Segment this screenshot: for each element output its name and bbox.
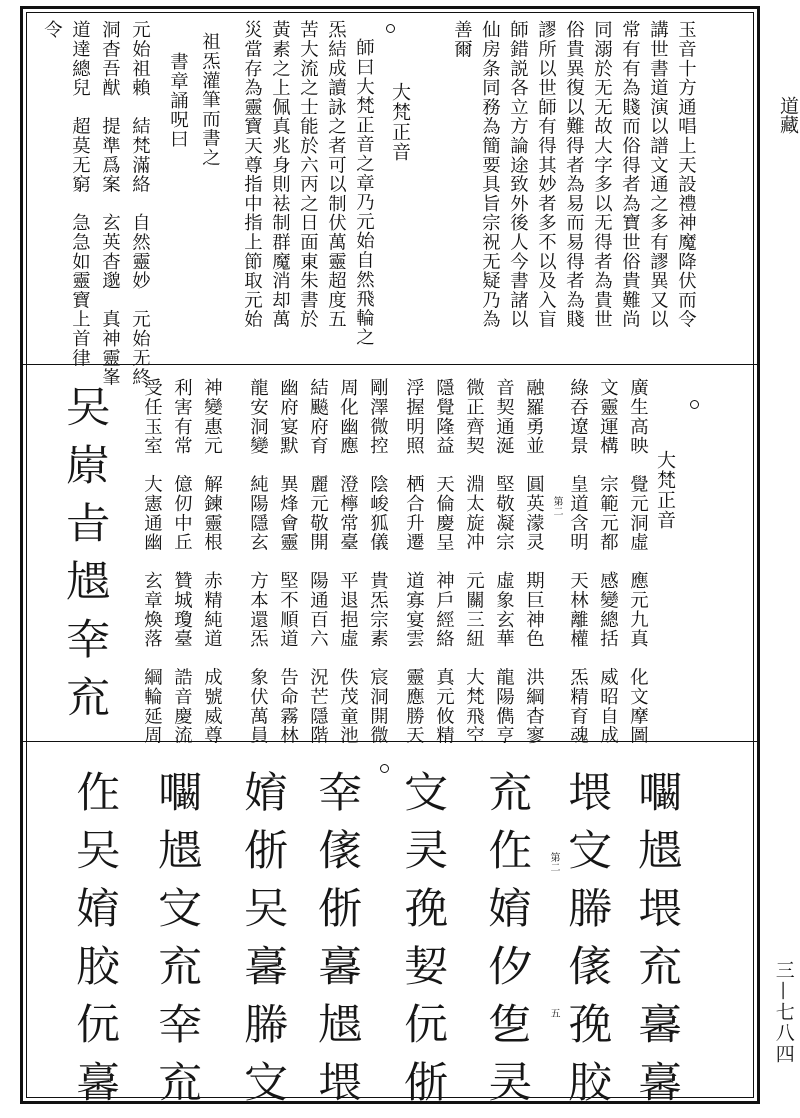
seal-script-column: 㘚㞇㙗㐬㐯㐯 bbox=[631, 770, 684, 1118]
text-column: 剛澤微控 陰峻狐儀 貴炁宗素 宸洞開微 bbox=[367, 378, 389, 745]
seal-script-column: 㛩㑜㕦㐯㬺㝊 bbox=[237, 770, 290, 1118]
text-column: 音契通涎 堅敬凝宗 虛象玄華 龍陽儁亨 bbox=[493, 378, 515, 745]
text-column: 文靈運構 宗範元都 感變總括 威昭自成 bbox=[597, 378, 619, 745]
text-column: 融羅勇並 圓英濛灵 期巨神色 洪綱杳寥 bbox=[523, 378, 545, 745]
text-column: 祖炁灌筆而書之 bbox=[199, 32, 221, 168]
section-mark-circle bbox=[380, 764, 389, 773]
text-column: 俗貴異復以難得者為易而易得者為賤 bbox=[563, 20, 585, 329]
seal-script-column: 㙗㝊㬺㒅㝃㬵 bbox=[561, 770, 614, 1118]
text-column: 師錯説各立方論途致外後人今書諸以 bbox=[507, 20, 529, 329]
text-column: 隱覺隆益 天倫慶呈 神戶經絡 真元攸精 bbox=[433, 378, 455, 745]
seal-script-column: 㕦㟶㫖㞇㚔㐬 bbox=[59, 385, 112, 733]
text-column: 仙房条同務為簡要具旨宗祝无疑乃為 bbox=[479, 20, 501, 329]
section-mark-circle bbox=[386, 24, 395, 33]
text-column: 受任玉室 大憲通幽 玄章煥落 綱輪延周 bbox=[141, 378, 163, 745]
text-column: 洞杳吾猷 提準爲案 玄英杳邈 真神靈峯 bbox=[99, 20, 121, 387]
section-marker: 第二 bbox=[548, 852, 559, 872]
folio-number: 三—七八四 bbox=[772, 960, 795, 1065]
book-title-label: 道藏 bbox=[777, 96, 799, 134]
text-column: 元始祖賴 結梵滿絡 自然靈妙 元始无終 bbox=[129, 20, 151, 387]
text-column: 浮握明照 栖合升遷 道寡宴雲 靈應勝天 bbox=[403, 378, 425, 745]
section-divider-lower bbox=[20, 741, 760, 742]
text-column: 苦大流之士能於六丙之日面東朱書於 bbox=[297, 20, 319, 329]
text-column: 書章誦呪曰 bbox=[167, 52, 189, 149]
seal-script-column: 㘚㞇㝊㐬㚔㐬 bbox=[151, 770, 204, 1118]
text-column: 炁結成讀詠之者可以制伏萬靈超度五 bbox=[325, 20, 347, 329]
text-column: 廣生高映 覺元洞虛 應元九真 化文摩圖 bbox=[627, 378, 649, 745]
text-column: 神變惠元 解鍊靈根 赤精純道 成號威尊 bbox=[201, 378, 223, 745]
page-marker: 五 bbox=[548, 1008, 559, 1018]
text-column: 利害有常 億仞中丘 贊城瓊臺 誥音慶流 bbox=[171, 378, 193, 745]
text-column: 黃素之上佩真兆身則袪制群魔消却萬 bbox=[269, 20, 291, 329]
text-column: 綠吞遼景 皇道含明 天林離權 炁精育魂 bbox=[567, 378, 589, 745]
text-column: 結飈府育 麗元敬開 陽通百六 況芒隱階 bbox=[307, 378, 329, 745]
seal-script-column: 㑅㕦㛩㬵㐾㐯 bbox=[69, 770, 122, 1118]
section-heading: 大梵正音 bbox=[654, 450, 676, 530]
section-marker: 第二 bbox=[551, 496, 562, 516]
seal-script-column: 㚔㒅㑜㐯㞇㙗 bbox=[311, 770, 364, 1118]
text-column: 講世書道演以譜文通之多有謬異又以 bbox=[647, 20, 669, 329]
seal-script-column: 㐬㑅㛩㐴㐛㚑 bbox=[481, 770, 534, 1118]
text-column: 周化幽應 澄檸常臺 平退挹虛 佚茂童池 bbox=[337, 378, 359, 745]
text-column: 道達總兒 超莫无窮 急急如靈寶上首律 bbox=[69, 20, 91, 368]
text-column: 玉音十方通唱上天設禮神魔降伏而令 bbox=[675, 20, 697, 329]
text-column: 謬所以世師有得其妙者多不以及入盲 bbox=[535, 20, 557, 329]
text-column: 師曰大梵正音之章乃元始自然飛輪之 bbox=[353, 38, 375, 347]
text-column: 龍安洞變 純陽隱玄 方本還炁 象伏萬員 bbox=[247, 378, 269, 745]
text-column: 善爾 bbox=[451, 20, 473, 59]
text-column: 災當存為靈寶天尊指中指上節取元始 bbox=[241, 20, 263, 329]
section-heading: 大梵正音 bbox=[389, 82, 411, 162]
section-mark-circle bbox=[690, 400, 699, 409]
text-column: 常有有為賤而俗得者為寶世俗貴難尚 bbox=[619, 20, 641, 329]
text-column: 同溺於无无故大字多以无得者為貴世 bbox=[591, 20, 613, 329]
text-column: 幽府宴默 異烽會靈 堅不順道 告命霧林 bbox=[277, 378, 299, 745]
text-column: 微正齊契 淵太旋冲 元關三紐 大梵飛空 bbox=[463, 378, 485, 745]
seal-script-column: 㝊㚑㝃㛃㐾㑜 bbox=[397, 770, 450, 1118]
text-column: 令 bbox=[41, 20, 63, 40]
